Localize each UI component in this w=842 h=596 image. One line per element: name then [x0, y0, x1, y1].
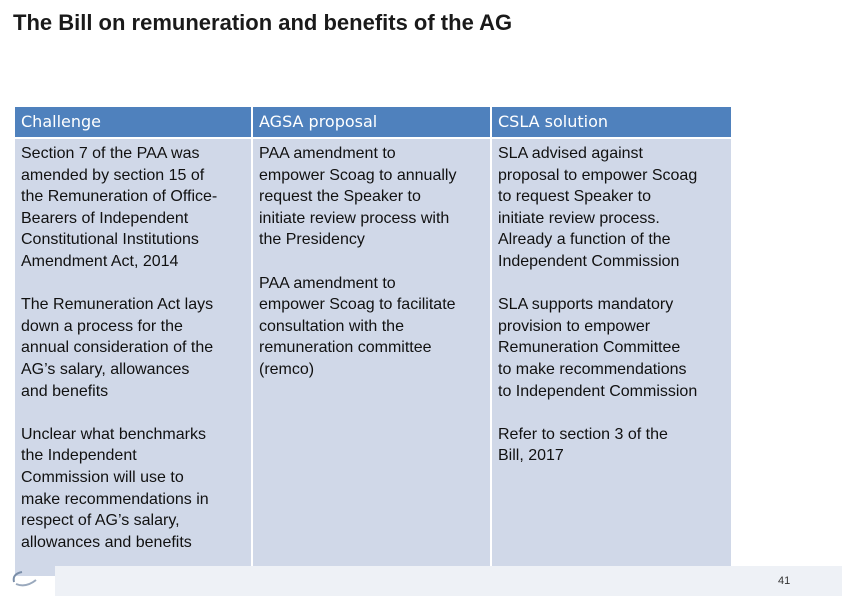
text-line: Already a function of the — [498, 231, 671, 249]
text-line: Section 7 of the PAA was — [21, 145, 200, 162]
header-csla-solution: CSLA solution — [492, 107, 731, 137]
text-line: consultation with the — [259, 317, 404, 335]
text-line: allowances and benefits — [21, 533, 192, 551]
text-line: PAA amendment to — [259, 274, 396, 292]
header-challenge: Challenge — [15, 107, 251, 137]
proposal-item-2 — [259, 273, 486, 381]
challenge-column — [15, 139, 251, 576]
text-line: respect of AG’s salary, — [21, 512, 180, 530]
text-line: initiate review process. — [498, 209, 660, 227]
text-line: to Independent Commission — [498, 382, 698, 400]
text-line: annual consideration of the — [21, 339, 214, 357]
text-line: SLA advised against — [498, 145, 643, 162]
page-number: 41 — [778, 575, 791, 587]
solution-item-1 — [498, 143, 727, 273]
text-line: the Presidency — [259, 231, 365, 249]
text-line: Unclear what benchmarks — [21, 425, 206, 443]
agsa-proposal-column — [253, 139, 490, 576]
text-line: proposal to empower Scoag — [498, 166, 698, 184]
text-line: to make recommendations — [498, 360, 687, 378]
csla-solution-column — [492, 139, 731, 576]
text-line: PAA amendment to — [259, 145, 396, 162]
challenge-item-3 — [21, 424, 247, 554]
text-line: empower Scoag to annually — [259, 166, 457, 184]
text-line: initiate review process with — [259, 209, 450, 227]
logo-icon — [8, 566, 48, 588]
text-line: amended by section 15 of — [21, 166, 205, 184]
text-line: request the Speaker to — [259, 188, 421, 206]
slide-title: The Bill on remuneration and benefits of the AG — [13, 10, 513, 35]
text-line: The Remuneration Act lays — [21, 296, 214, 314]
text-line: (remco) — [259, 360, 315, 378]
text-line: to request Speaker to — [498, 188, 651, 206]
remuneration-table — [15, 107, 731, 576]
text-line: AG’s salary, allowances — [21, 360, 190, 378]
text-line: Bill, 2017 — [498, 447, 564, 465]
text-line: Remuneration Committee — [498, 339, 681, 357]
text-line: Commission will use to — [21, 468, 184, 486]
text-line: and benefits — [21, 382, 109, 400]
text-line: remuneration committee — [259, 339, 432, 357]
solution-item-2 — [498, 294, 727, 402]
text-line: Independent Commission — [498, 252, 680, 270]
challenge-item-1 — [21, 143, 247, 273]
text-line: empower Scoag to facilitate — [259, 296, 456, 314]
text-line: the Remuneration of Office- — [21, 188, 218, 206]
text-line: Amendment Act, 2014 — [21, 252, 179, 270]
solution-item-3 — [498, 424, 727, 467]
header-agsa-proposal: AGSA proposal — [253, 107, 490, 137]
proposal-item-1 — [259, 143, 486, 251]
text-line: the Independent — [21, 447, 137, 465]
text-line: Constitutional Institutions — [21, 231, 199, 249]
footer-bar — [55, 566, 842, 596]
text-line: provision to empower — [498, 317, 651, 335]
challenge-item-2 — [21, 294, 247, 402]
text-line: down a process for the — [21, 317, 183, 335]
text-line: Bearers of Independent — [21, 209, 189, 227]
text-line: make recommendations in — [21, 490, 209, 508]
text-line: Refer to section 3 of the — [498, 425, 668, 443]
text-line: SLA supports mandatory — [498, 296, 674, 314]
